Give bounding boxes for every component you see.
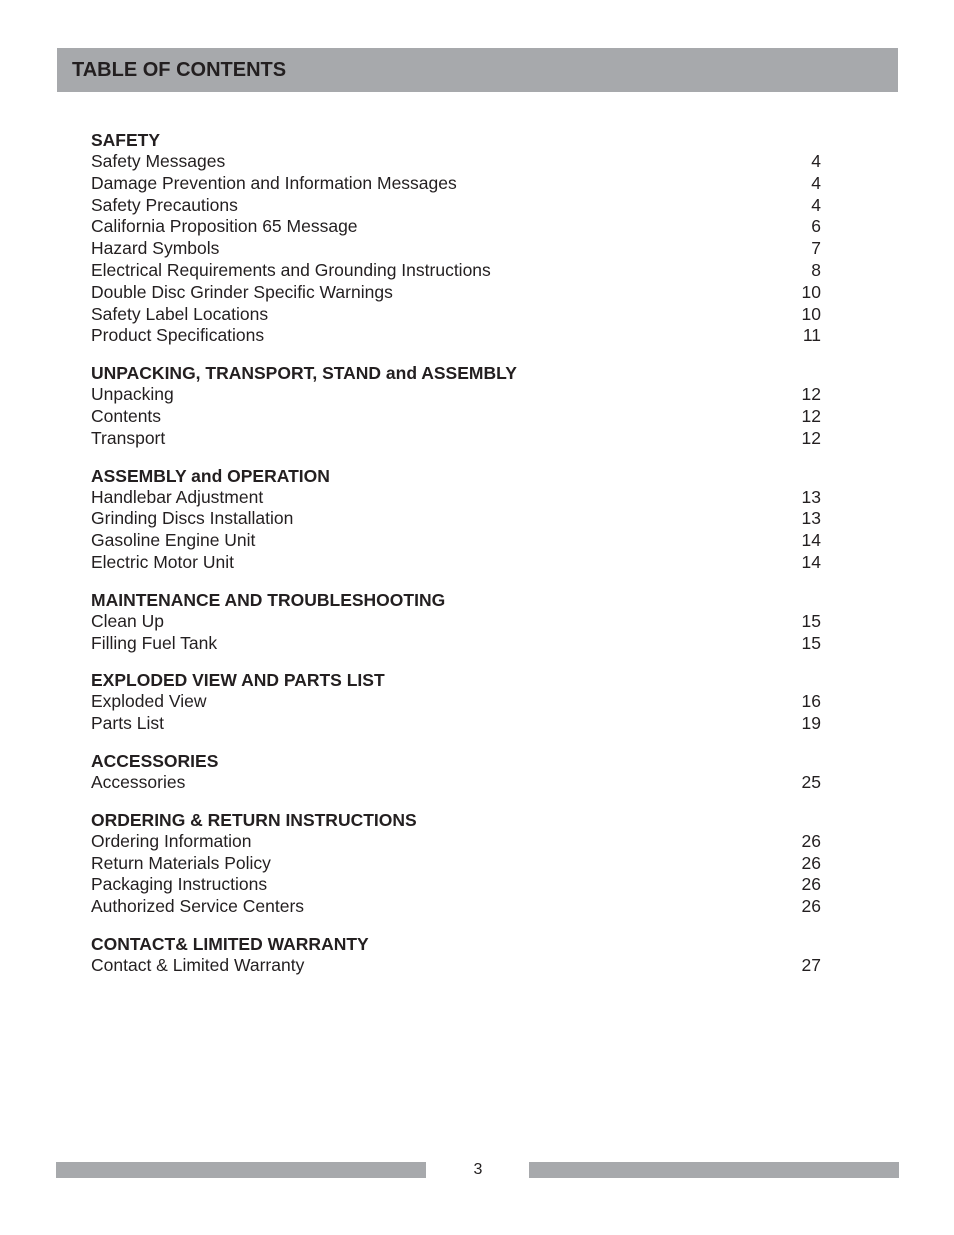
entry-page-number: 27 bbox=[801, 954, 821, 975]
toc-entry bbox=[91, 216, 821, 238]
entry-page-number: 26 bbox=[801, 852, 821, 873]
toc-section bbox=[91, 589, 821, 655]
entry-page-number: 26 bbox=[801, 874, 821, 895]
entry-label: Contact & Limited Warranty bbox=[91, 954, 305, 975]
entry-page-number: 4 bbox=[811, 172, 821, 193]
table-of-contents bbox=[91, 129, 821, 992]
toc-entry bbox=[91, 282, 821, 304]
toc-entry bbox=[91, 955, 821, 977]
toc-entry bbox=[91, 853, 821, 875]
toc-entry bbox=[91, 552, 821, 574]
entry-label: Safety Messages bbox=[91, 151, 226, 171]
toc-entry bbox=[91, 831, 821, 853]
entry-page-number: 26 bbox=[801, 896, 821, 917]
toc-entry bbox=[91, 713, 821, 735]
entry-page-number: 12 bbox=[801, 427, 821, 448]
toc-entry bbox=[91, 151, 821, 173]
entry-page-number: 10 bbox=[801, 303, 821, 324]
entry-label: Unpacking bbox=[91, 384, 174, 405]
entry-label: California Proposition 65 Message bbox=[91, 216, 358, 237]
entry-label: Handlebar Adjustment bbox=[91, 486, 264, 507]
entry-label: Double Disc Grinder Specific Warnings bbox=[91, 281, 393, 302]
entry-label: Product Specifications bbox=[91, 325, 265, 346]
entry-page-number: 13 bbox=[801, 486, 821, 507]
entry-label: Parts List bbox=[91, 713, 164, 734]
section-title: UNPACKING, TRANSPORT, STAND and ASSEMBLY bbox=[91, 363, 517, 384]
entry-page-number: 4 bbox=[811, 151, 821, 171]
toc-section bbox=[91, 809, 821, 918]
entry-page-number: 16 bbox=[801, 691, 821, 712]
entry-label: Packaging Instructions bbox=[91, 874, 268, 895]
toc-section bbox=[91, 750, 821, 794]
section-title: ACCESSORIES bbox=[91, 750, 219, 771]
entry-label: Clean Up bbox=[91, 610, 164, 631]
toc-entry bbox=[91, 260, 821, 282]
section-title: ORDERING & RETURN INSTRUCTIONS bbox=[91, 809, 417, 830]
toc-entry bbox=[91, 633, 821, 655]
toc-entry bbox=[91, 874, 821, 896]
toc-entry bbox=[91, 611, 821, 633]
toc-entry bbox=[91, 195, 821, 217]
toc-entry bbox=[91, 691, 821, 713]
entry-page-number: 14 bbox=[801, 530, 821, 551]
entry-page-number: 14 bbox=[801, 551, 821, 572]
section-title: MAINTENANCE AND TROUBLESHOOTING bbox=[91, 589, 446, 610]
entry-page-number: 19 bbox=[801, 713, 821, 734]
toc-entry bbox=[91, 325, 821, 347]
section-title: EXPLODED VIEW AND PARTS LIST bbox=[91, 670, 385, 691]
entry-label: Safety Label Locations bbox=[91, 303, 269, 324]
entry-page-number: 26 bbox=[801, 830, 821, 851]
section-title: CONTACT& LIMITED WARRANTY bbox=[91, 933, 369, 954]
toc-section bbox=[91, 933, 821, 977]
entry-page-number: 25 bbox=[801, 771, 821, 792]
header-bar bbox=[57, 48, 898, 92]
entry-page-number: 13 bbox=[801, 508, 821, 529]
toc-entry bbox=[91, 772, 821, 794]
toc-section bbox=[91, 362, 821, 449]
entry-page-number: 12 bbox=[801, 405, 821, 426]
entry-label: Exploded View bbox=[91, 691, 207, 712]
entry-label: Contents bbox=[91, 405, 162, 426]
entry-label: Electrical Requirements and Grounding Instructions bbox=[91, 259, 491, 280]
entry-label: Electric Motor Unit bbox=[91, 551, 234, 572]
footer-bar-right bbox=[529, 1162, 899, 1178]
entry-label: Transport bbox=[91, 427, 166, 448]
entry-label: Gasoline Engine Unit bbox=[91, 530, 256, 551]
entry-label: Filling Fuel Tank bbox=[91, 632, 218, 653]
entry-page-number: 10 bbox=[801, 281, 821, 302]
toc-entry bbox=[91, 896, 821, 918]
toc-entry bbox=[91, 406, 821, 428]
toc-entry bbox=[91, 173, 821, 195]
toc-entry bbox=[91, 384, 821, 406]
entry-label: Grinding Discs Installation bbox=[91, 508, 294, 529]
toc-section bbox=[91, 465, 821, 574]
toc-entry bbox=[91, 304, 821, 326]
entry-page-number: 4 bbox=[811, 194, 821, 215]
toc-entry bbox=[91, 508, 821, 530]
page-number: 3 bbox=[473, 1161, 483, 1178]
entry-label: Authorized Service Centers bbox=[91, 896, 305, 917]
entry-label: Return Materials Policy bbox=[91, 852, 271, 873]
footer-bar-left bbox=[56, 1162, 426, 1178]
toc-entry bbox=[91, 238, 821, 260]
entry-page-number: 7 bbox=[811, 238, 821, 259]
page-title: TABLE OF CONTENTS bbox=[72, 59, 287, 81]
entry-page-number: 15 bbox=[801, 632, 821, 653]
entry-page-number: 6 bbox=[811, 216, 821, 237]
entry-label: Accessories bbox=[91, 771, 186, 792]
entry-label: Ordering Information bbox=[91, 830, 252, 851]
section-title: ASSEMBLY and OPERATION bbox=[91, 465, 330, 486]
toc-section bbox=[91, 129, 821, 347]
toc-entry bbox=[91, 487, 821, 509]
entry-label: Damage Prevention and Information Messages bbox=[91, 172, 457, 193]
toc-entry bbox=[91, 428, 821, 450]
entry-page-number: 11 bbox=[802, 325, 821, 346]
entry-label: Safety Precautions bbox=[91, 194, 238, 215]
toc-section bbox=[91, 669, 821, 735]
section-title: SAFETY bbox=[91, 130, 161, 150]
entry-page-number: 15 bbox=[801, 610, 821, 631]
entry-label: Hazard Symbols bbox=[91, 238, 220, 259]
entry-page-number: 8 bbox=[811, 259, 821, 280]
entry-page-number: 12 bbox=[801, 384, 821, 405]
toc-entry bbox=[91, 530, 821, 552]
